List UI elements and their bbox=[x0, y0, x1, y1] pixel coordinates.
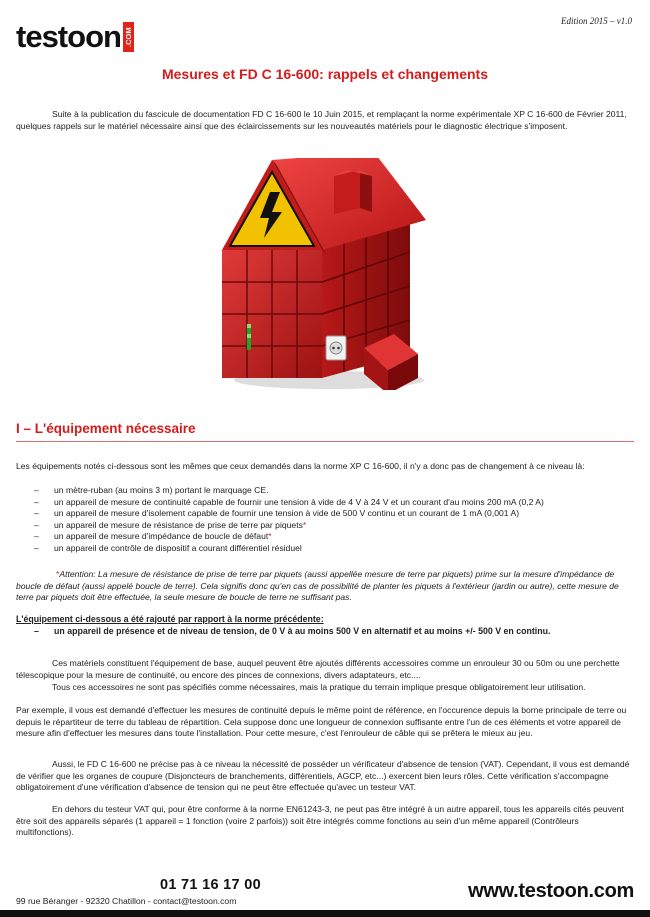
list-item-text: un appareil de mesure de continuité capable de fournir une tension à vide de 4 V à 24 V et un courant d'au moins 200 mA (0,2 A) bbox=[54, 496, 544, 507]
list-dash: – bbox=[34, 626, 39, 636]
list-dash: – bbox=[34, 496, 39, 507]
list-item bbox=[16, 543, 636, 555]
list-dash: – bbox=[34, 542, 39, 553]
list-item-text: un appareil de mesure d'isolement capable de fournir une tension à vide de 500 V continu et un courant de 1 mA (0,001 A) bbox=[54, 508, 520, 519]
added-equipment-title: L'équipement ci-dessous a été rajouté par rapport à la norme précédente: bbox=[16, 614, 324, 624]
paragraph-accessories-usage: Tous ces accessoires ne sont pas spécifiés comme nécessaires, mais la pratique du terrain implique presque obligatoirement leur utilisation. bbox=[52, 682, 586, 692]
house-illustration bbox=[214, 158, 436, 390]
footnote-star: * bbox=[268, 531, 272, 542]
attention-text: Attention: La mesure de résistance de prise de terre par piquets (aussi appellée mesure de terre par piquets) prime sur la mesure d'impédance de boucle de défaut (aussi appelé boucle de terre). Cela signifis donc qu'en cas de possibilité de planter les piquets à l'extérieur (jardin ou autre), cette mesure de terre par piquets doit être effectuée, la seule mesure de boucle de terre ne suffisant pas. bbox=[16, 569, 619, 603]
list-dash: – bbox=[34, 531, 39, 542]
paragraph-accessories: Ces matériels constituent l'équipement de base, auquel peuvent être ajoutés différents accessoires comme un enrouleur 30 ou 50m ou une perchette télescopique pour la mesure de continuité, ou encore des pinces de connexions, divers adaptateurs, etc.... bbox=[16, 658, 620, 680]
list-dash: – bbox=[34, 485, 39, 495]
footer-address: 99 rue Béranger - 92320 Chatillon - contact@testoon.com bbox=[16, 896, 237, 906]
section-lead: Les équipements notés ci-dessous sont les mêmes que ceux demandés dans la norme XP C 16-600, il n'y a donc pas de changement à ce niveau là: bbox=[16, 461, 585, 471]
list-item-text: un mètre-ruban (au moins 3 m) portant le marquage CE. bbox=[54, 485, 269, 495]
equipment-list bbox=[16, 485, 636, 555]
logo-com-tag: .COM bbox=[123, 22, 134, 52]
logo-wordmark: testoon bbox=[16, 19, 121, 54]
testoon-logo[interactable] bbox=[16, 12, 134, 52]
list-item-text: un appareil de mesure d'impédance de boucle de défaut bbox=[54, 531, 269, 542]
paragraph-vat: Aussi, le FD C 16-600 ne précise pas à ce niveau la nécessité de posséder un vérificateur d'absence de tension (VAT). Cependant, il vous est demandé de vérifier que les organes de coupure (Disjoncteurs de branchements, différentiels, AGCP, etc...) exercent bien leurs rôles. Cette vérification s'accompagne obligatoirement d'une vérification d'absence de tension qui ne peut être effectuée qu'avec un testeur VAT. bbox=[16, 759, 630, 793]
socket-icon bbox=[326, 336, 346, 360]
paragraph-example: Par exemple, il vous est demandé d'effectuer les mesures de continuité depuis le même point de référence, en l'occurence depuis la borne principale de terre ou depuis le répartiteur de terre du tableau de répartition. Cela suppose donc une longueur de connexion suffisante entre l'un de ces éléments et votre appareil de mesure afin d'effectuer les mesures dans toute l'installation. Pour cette mesure, c'est l'enrouleur de câble qui se prêtera le mieux au jeu. bbox=[16, 705, 627, 739]
list-item bbox=[16, 520, 636, 532]
intro-paragraph: Suite à la publication du fascicule de documentation FD C 16-600 le 10 Juin 2015, et remplaçant la norme expérimentale XP C 16-600 de Février 2011, quelques rappels sur le matériel nécessaire ainsi que des éclaircissements sur les nouveautés matériels pour le diagnostic électrique s'imposent. bbox=[16, 109, 627, 131]
attention-note bbox=[16, 569, 636, 604]
footer-website-link[interactable]: www.testoon.com bbox=[468, 880, 634, 902]
list-item bbox=[16, 485, 636, 497]
added-equipment-text: un appareil de présence et de niveau de tension, de 0 V à au moins 500 V en alternatif et au moins +/- 500 V en continu. bbox=[54, 626, 551, 636]
section-divider bbox=[16, 441, 634, 442]
list-item-text: un appareil de mesure de résistance de prise de terre par piquets bbox=[54, 519, 303, 530]
footnote-star: * bbox=[56, 569, 60, 579]
list-dash: – bbox=[34, 519, 39, 530]
footer-phone[interactable]: 01 71 16 17 00 bbox=[160, 877, 261, 893]
green-led-indicator bbox=[247, 324, 251, 350]
list-item bbox=[16, 497, 636, 509]
added-equipment-item bbox=[16, 626, 636, 636]
list-dash: – bbox=[34, 508, 39, 519]
page-title: Mesures et FD C 16-600: rappels et changements bbox=[161, 66, 488, 82]
list-item-text: un appareil de contrôle de dispositif a courant différentiel résiduel bbox=[54, 542, 302, 553]
footnote-star: * bbox=[302, 519, 307, 530]
section-heading: I – L'équipement nécessaire bbox=[16, 421, 196, 436]
list-item bbox=[16, 508, 636, 520]
house-front-wall bbox=[222, 250, 322, 378]
list-item bbox=[16, 531, 636, 543]
edition-label: Edition 2015 – v1.0 bbox=[561, 16, 632, 26]
footer-bar bbox=[0, 910, 650, 917]
paragraph-multifunction: En dehors du testeur VAT qui, pour être conforme à la norme EN61243-3, ne peut pas être intégré à un autre appareil, tous les appareils cités peuvent être soit des appareils séparés (1 appareil = 1 fonction (voire 2 parfois)) soit être intégrés comme fonctions au sein d'un même appareil (Contrôleurs multifonctions). bbox=[16, 804, 624, 838]
